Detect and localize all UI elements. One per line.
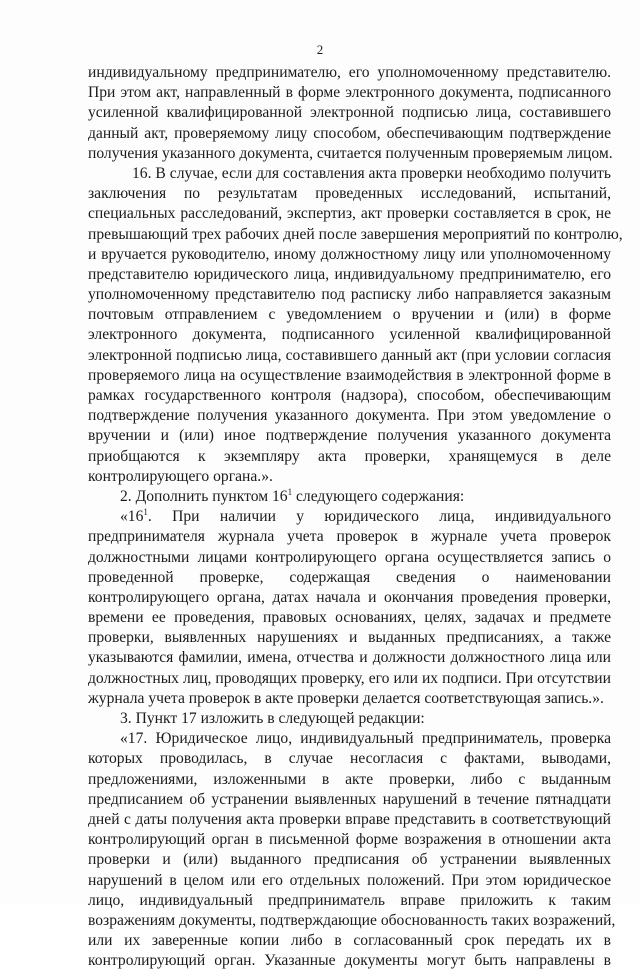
text-line: рамках государственного контроля (надзора), способом, обеспечивающим (88, 387, 611, 404)
text-line: заключения по результатам проведенных исследований, испытаний, (88, 185, 611, 203)
text-line: электронной подписью лица, составившего данный акт (при условии согласия (88, 346, 611, 364)
text-line: индивидуальному предпринимателю, его уполномоченному представителю. (88, 64, 611, 81)
text-line: 3. Пункт 17 изложить в следующей редакции: (120, 710, 425, 727)
text-line: электронного документа, подписанного усиленной квалифицированной (88, 326, 611, 344)
item-16-1-first-line: «$16^1$. При наличии у юридического лица, индивидуального (120, 507, 611, 526)
text-line: проверяемого лица на осуществление взаимодействия в электронной форме в (88, 366, 611, 384)
text-line: При этом акт, направленный в форме электронного документа, подписанного (88, 84, 611, 102)
text-line: которых проводилась, в случае несогласия с фактами, выводами, (88, 750, 611, 768)
text-line: и вручается руководителю, иному должностному лицу или уполномоченному (88, 245, 611, 263)
text-line: должностных лиц, проводящих проверку, его или их подписи. При отсутствии (88, 669, 611, 687)
text-line: подтверждение получения указанного документа. При этом уведомление о (88, 407, 611, 425)
text-line: нарушений в целом или его отдельных положений. При этом юридическое (88, 871, 611, 889)
text-line: проверки, выявленных нарушениях и выданных предписаниях, а также (88, 629, 611, 647)
document-body (88, 63, 623, 971)
page-number: 2 (316, 42, 324, 57)
text-line: контролирующий орган. Указанные документы могут быть направлены в (88, 952, 611, 970)
text-line: данный акт, проверяемому лицу способом, обеспечивающим подтверждение (88, 124, 611, 142)
text-line: контролирующего органа, датах начала и окончания проведения проверки, (88, 588, 611, 606)
text-line: или их заверенные копии либо в согласованный срок передать их в (88, 932, 611, 950)
text-line: проверки и (или) выданного предписания об устранении выявленных (88, 851, 611, 869)
text-line: журнала учета проверок в акте проверки делается соответствующая запись.». (88, 689, 604, 707)
text-line: контролирующего органа.». (88, 467, 273, 485)
paragraphs-part-1 (88, 63, 623, 487)
text-line: «17. Юридическое лицо, индивидуальный предприниматель, проверка (120, 730, 611, 748)
text-line: превышающий трех рабочих дней после завершения мероприятий по контролю, (88, 225, 623, 243)
text-line: предпринимателя журнала учета проверок в журнале учета проверок (88, 528, 611, 546)
text-line: приобщаются к экземпляру акта проверки, хранящемуся в деле (88, 447, 611, 465)
text-line: контролирующий орган в письменной форме возражения в отношении акта (88, 831, 611, 849)
text-line: проведенной проверке, содержащая сведения о наименовании (88, 568, 611, 586)
text-line: представителю юридического лица, индивидуальному предпринимателю, его (88, 265, 611, 283)
text-line: специальных расследований, экспертиз, акт проверки составляется в срок, не (88, 205, 611, 223)
text-line: получения указанного документа, считается полученным проверяемым лицом. (88, 144, 613, 162)
text-line: должностными лицами контролирующего органа осуществляется запись о (88, 548, 611, 566)
text-line: вручении и (или) иное подтверждение получения указанного документа (88, 427, 611, 445)
text-line: указываются фамилии, имена, отчества и должности должностного лица или (88, 649, 611, 667)
text-line: дней с даты получения акта проверки вправе представить в соответствующий (88, 810, 611, 828)
text-line: 16. В случае, если для составления акта проверки необходимо получить (132, 164, 611, 182)
text-line: почтовым отправлением с уведомлением о вручении и (или) в форме (88, 306, 611, 324)
text-line: уполномоченному представителю под расписку либо направляется заказным (88, 286, 611, 304)
text-line: времени ее проведения, правовых основаниях, целях, задачах и предмете (88, 609, 611, 627)
text-line: усиленной квалифицированной электронной подписью лица, составившего (88, 104, 611, 122)
text-line: предписанием об устранении выявленных нарушений в течение пятнадцати (88, 790, 611, 808)
text-line: лицо, индивидуальный предприниматель вправе приложить к таким (88, 891, 611, 909)
paragraphs-part-2 (88, 527, 616, 971)
item-2-heading: 2. Дополнить пунктом $16^1$ следующего содержания: (120, 486, 465, 505)
text-line: возражениям документы, подтверждающие обоснованность таких возражений, (88, 911, 616, 929)
text-line: предложениями, изложенными в акте проверки, либо с выданным (88, 770, 611, 788)
